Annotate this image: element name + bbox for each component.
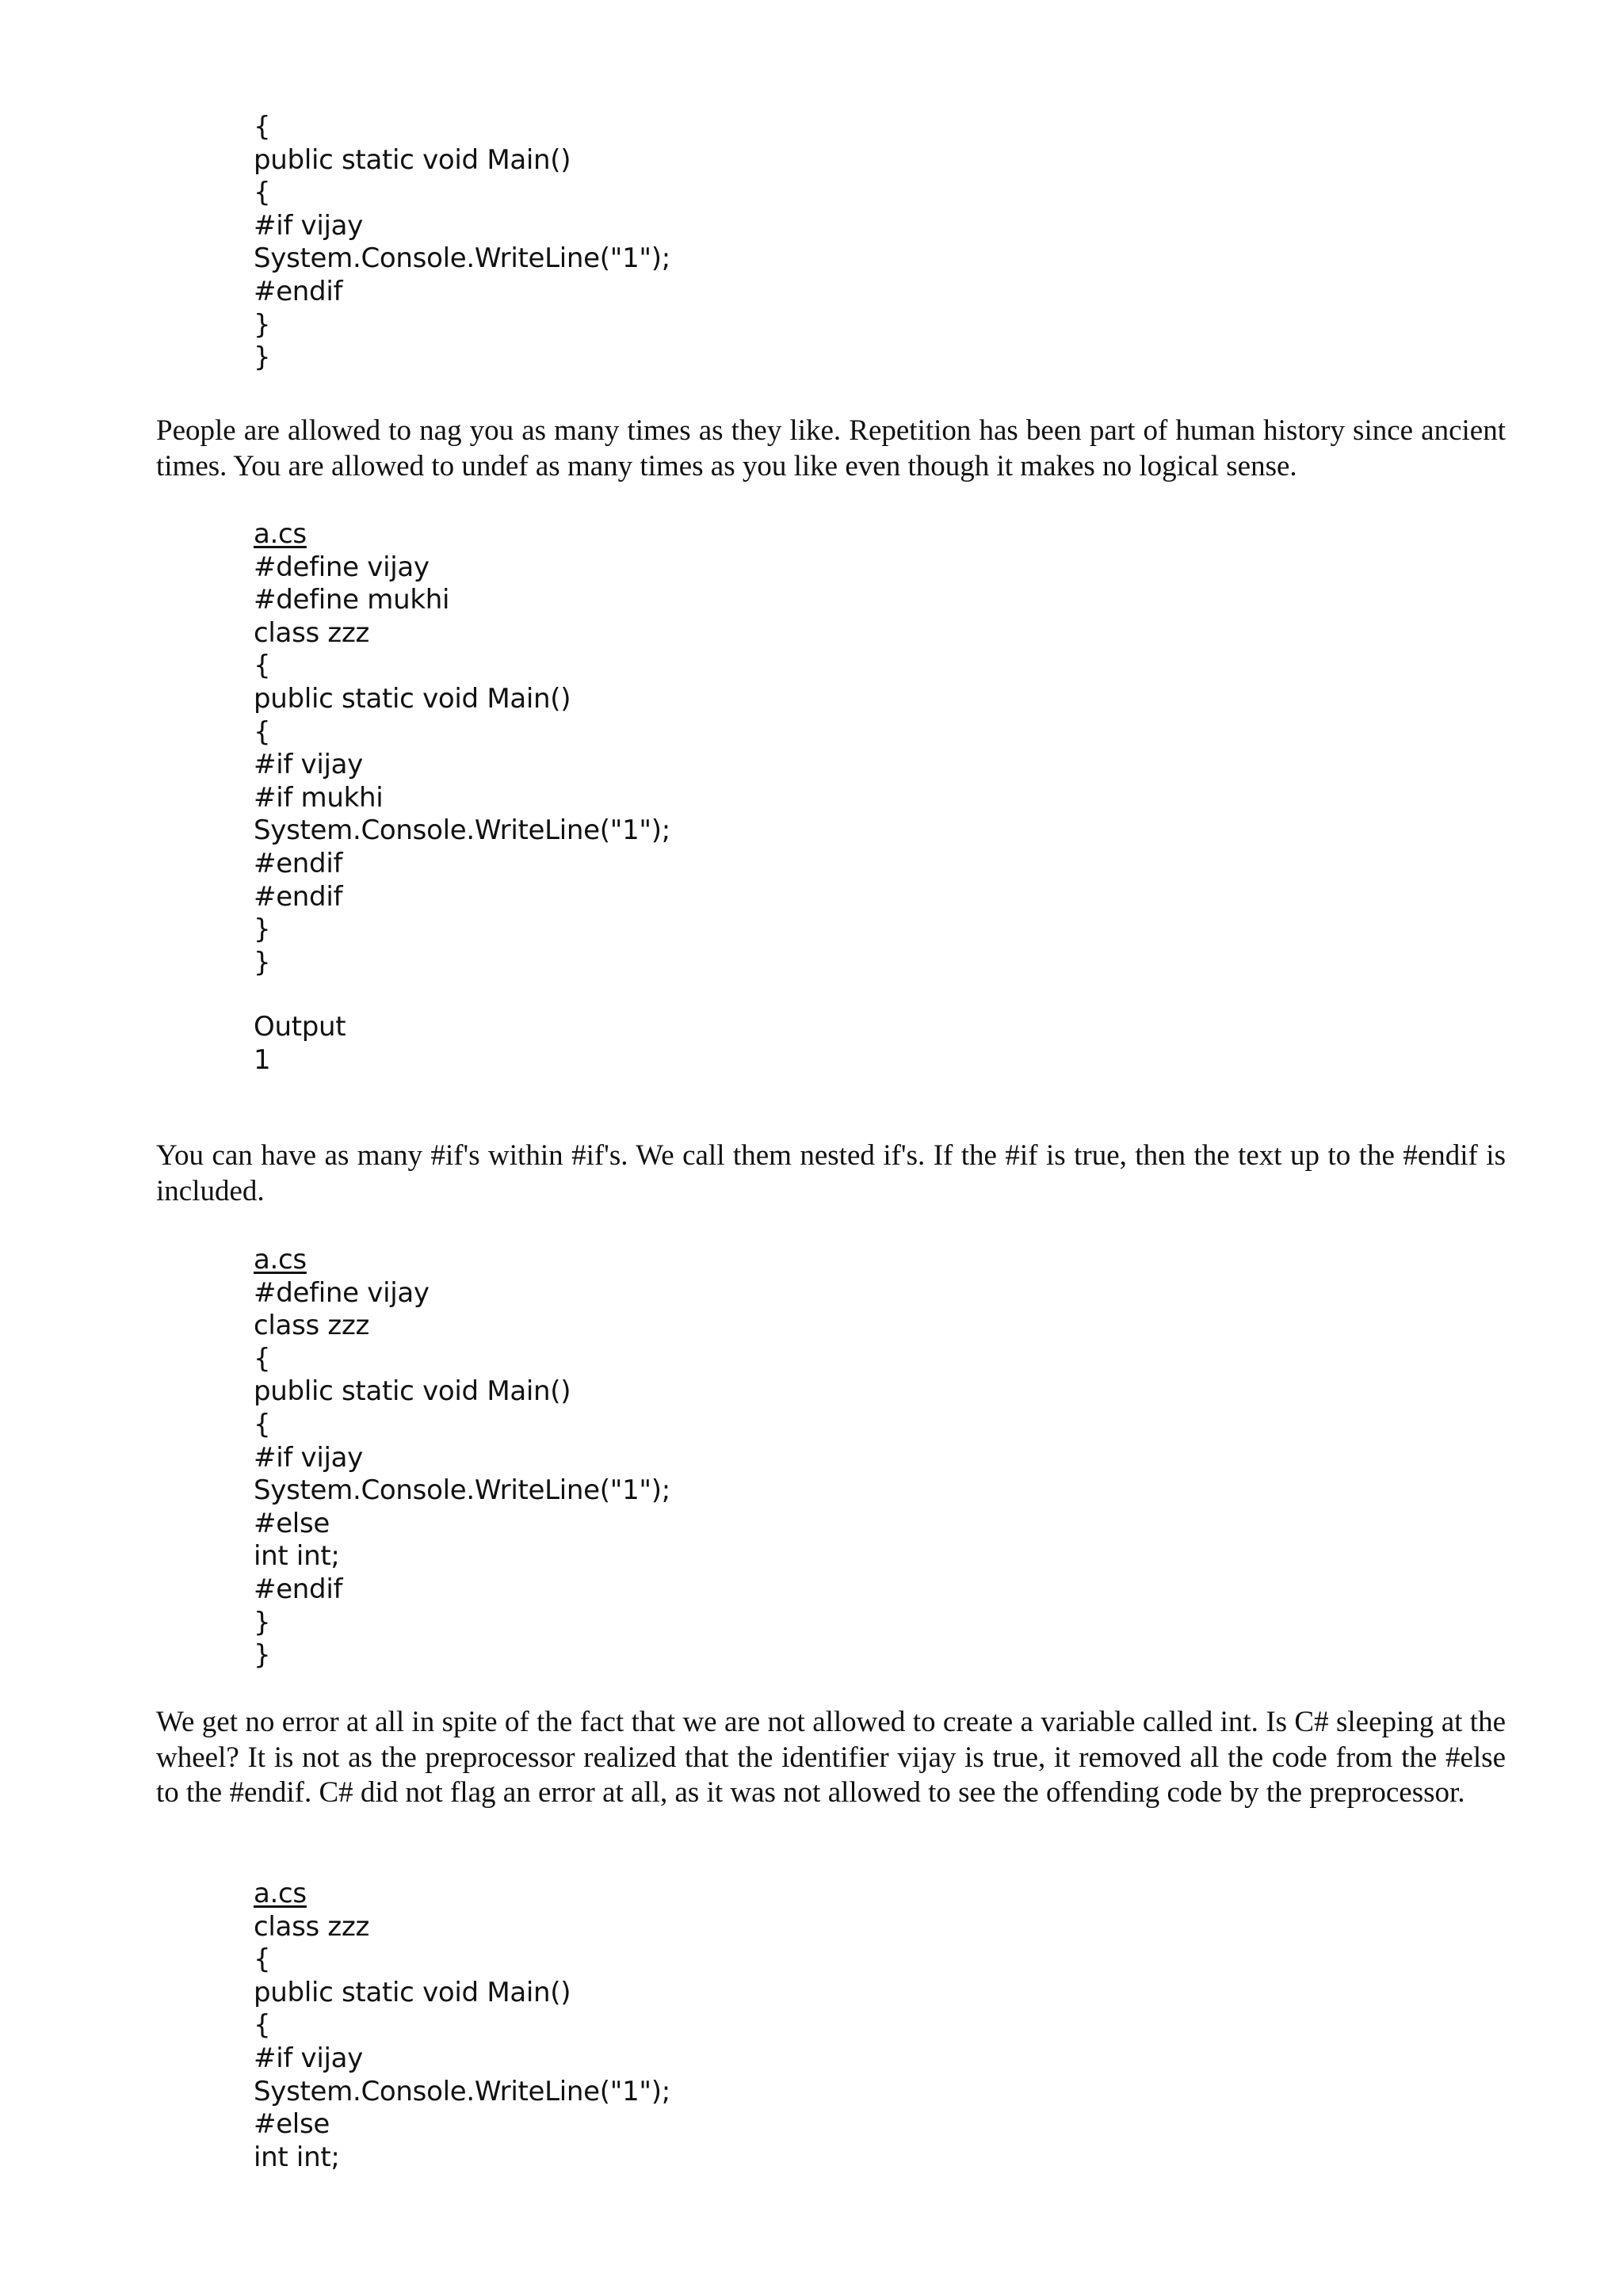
code-line: #if vijay [254,1441,363,1474]
code-line: { [254,1342,271,1375]
code-line: class zzz [254,1910,370,1943]
code-line: #else [254,2108,330,2141]
paragraph-1: People are allowed to nag you as many times as they like. Repetition has been part of human history since ancient times. You are allowed to undef as many times as you like even though it makes no logical sense. [156,414,1506,482]
code-listing-1 [254,111,670,375]
code-line: #endif [254,847,343,879]
code-line: { [254,1943,271,1976]
paragraph-2: You can have as many #if's within #if's. We call them nested if's. If the #if is true, then the text up to the #endif is included. [156,1139,1506,1207]
output-value: 1 [254,1043,271,1076]
code-line: System.Console.WriteLine("1"); [254,2075,670,2107]
code-line: #if vijay [254,749,363,781]
code-line: { [254,650,271,682]
code-line: class zzz [254,616,370,649]
code-listing-3 [254,1244,670,1672]
code-filename: a.cs [254,1244,307,1276]
code-line: public static void Main() [254,682,571,715]
code-line: #endif [254,880,343,913]
code-line: #else [254,1507,330,1539]
code-line: #define vijay [254,1276,430,1309]
code-line: #define mukhi [254,584,450,616]
code-filename: a.cs [254,518,307,550]
output-block [254,1011,346,1077]
code-filename: a.cs [254,1878,307,1909]
code-line: } [254,913,271,946]
code-line: public static void Main() [254,1375,571,1408]
code-line: } [254,946,271,978]
code-line: System.Console.WriteLine("1"); [254,1474,670,1507]
code-line: } [254,1639,271,1672]
code-line: { [254,2009,271,2042]
code-listing-4 [254,1878,670,2174]
code-line: #if vijay [254,2042,363,2074]
code-line: } [254,308,271,341]
code-line: } [254,1606,271,1638]
code-line: System.Console.WriteLine("1"); [254,242,670,275]
code-line: public static void Main() [254,1976,571,2008]
code-line: class zzz [254,1310,370,1342]
output-label: Output [254,1011,346,1043]
code-line: { [254,715,271,748]
code-line: System.Console.WriteLine("1"); [254,814,670,847]
code-line: public static void Main() [254,143,571,176]
code-line: #endif [254,275,343,307]
code-line: #if vijay [254,209,363,242]
code-line: { [254,1408,271,1440]
code-line: #define vijay [254,551,430,583]
code-line: int int; [254,1540,340,1573]
code-line: #endif [254,1573,343,1605]
code-line: { [254,177,271,209]
code-line: } [254,341,271,374]
code-line: { [254,111,271,143]
paragraph-3: We get no error at all in spite of the fact that we are not allowed to create a variable called int. Is C# sleeping at the wheel? It is not as the preprocessor realized that the identifier vijay is true, it removed all the code from the #else to the #endif. C# did not flag an error at all, as it was not allowed to see the offending code by the preprocessor. [156,1706,1506,1809]
code-line: int int; [254,2141,340,2173]
code-listing-2 [254,518,670,979]
code-line: #if mukhi [254,781,384,814]
